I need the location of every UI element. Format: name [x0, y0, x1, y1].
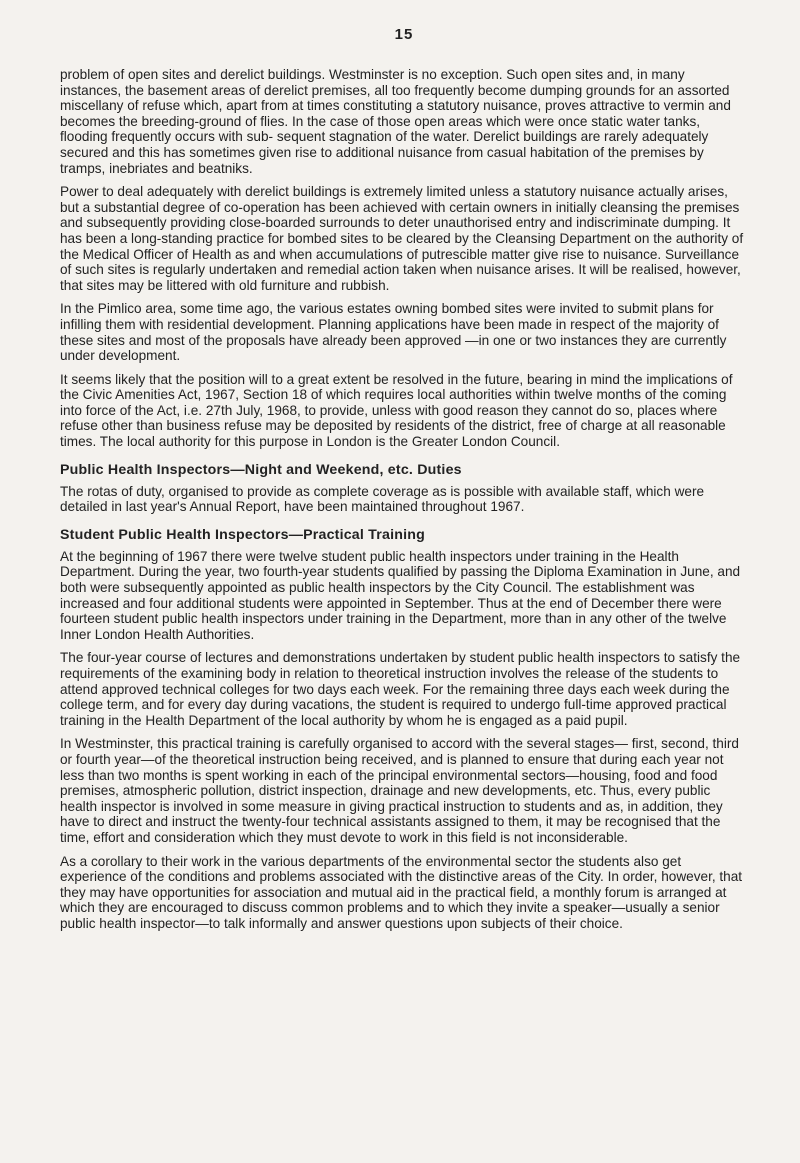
paragraph-derelict-buildings-power: Power to deal adequately with derelict buildings is extremely limited unless a statutory nuisance actually arises, but a substantial degree of co-operation has been achieved with certain owners in initially cleansing the premises and subsequently providing close-boarded surrounds to deter unauthorised entry and indiscriminate dumping. It has been a long-standing practice for bombed sites to be cleared by the Cleansing Department on the authority of the Medical Officer of Health as and when accumulations of putrescible matter give rise to nuisance. Surveillance of such sites is regularly undertaken and remedial action taken when nuisance arises. It will be realised, however, that sites may be littered with old furniture and rubbish. — [60, 184, 744, 293]
paragraph-four-year-course: The four-year course of lectures and demonstrations undertaken by student public health inspectors to satisfy the requirements of the examining body in relation to theoretical instruction involves the release of the students to attend approved technical colleges for two days each week. For the remaining three days each week during the college term, and for every day during vacations, the student is required to undergo full-time approved practical training in the Health Department of the local authority by whom he is engaged as a paid pupil. — [60, 650, 741, 728]
section-heading-night-duties: Public Health Inspectors—Night and Weekend, etc. Duties — [60, 461, 462, 478]
paragraph-rotas-of-duty: The rotas of duty, organised to provide as complete coverage as is possible with available staff, which were detailed in last year's Annual Report, have been maintained throughout 1967. — [60, 483, 705, 515]
paragraph-pimlico-area: In the Pimlico area, some time ago, the various estates owning bombed sites were invited to submit plans for infilling them with residential development. Planning applications have been made in respect of the majority of these sites and most of the proposals have already been approved —in one or two instances they are currently under development. — [60, 301, 727, 364]
page-number: 15 — [394, 26, 414, 43]
paragraph-practical-training: In Westminster, this practical training is carefully organised to accord with the several stages— first, second, third or fourth year—of the theoretical instruction being received, and is planned to ensure that during each year not less than two months is spent working in each of the principal environmental sectors—housing, food and food premises, atmospheric pollution, district inspection, drainage and new developments, etc. Thus, every public health inspector is involved in some measure in giving practical instruction to students and as, in addition, they have to direct and instruct the twenty-four technical assistants assigned to them, it may be recognised that the time, effort and consideration which they must devote to work in this field is not inconsiderable. — [60, 736, 739, 845]
paragraph-monthly-forum: As a corollary to their work in the various departments of the environmental sector the students also get experience of the conditions and problems associated with the distinctive areas of the City. In order, however, that they may have opportunities for association and mutual aid in the practical field, a monthly forum is arranged at which they are encouraged to discuss common problems and to which they invite a speaker—usually a senior public health inspector—to talk informally and answer questions upon subjects of their choice. — [60, 853, 743, 931]
section-heading-student-training: Student Public Health Inspectors—Practical Training — [60, 526, 425, 543]
paragraph-civic-amenities-act: It seems likely that the position will to a great extent be resolved in the future, bearing in mind the implications of the Civic Amenities Act, 1967, Section 18 of which requires local authorities within twelve months of the coming into force of the Act, i.e. 27th July, 1968, to provide, unless with good reason they cannot do so, places where refuse other than business refuse may be deposited by residents of the district, free of charge at all reasonable times. The local authority for this purpose in London is the Greater London Council. — [60, 371, 733, 450]
paragraph-student-numbers: At the beginning of 1967 there were twelve student public health inspectors under training in the Health Department. During the year, two fourth-year students qualified by passing the Diploma Examination in June, and both were subsequently appointed as public health inspectors by the City Council. The establishment was increased and four additional students were appointed in September. Thus at the end of December there were fourteen student public health inspectors under training in the Department, more than in any other of the twelve Inner London Health Authorities. — [60, 548, 741, 642]
paragraph-open-sites: problem of open sites and derelict buildings. Westminster is no exception. Such open sites and, in many instances, the basement areas of derelict premises, all too frequently become dumping grounds for an assorted miscellany of refuse which, apart from at times constituting a statutory nuisance, proves attractive to vermin and becomes the breeding-ground of flies. In the case of those open areas which were once static water tanks, flooding frequently occurs with sub- sequent stagnation of the water. Derelict buildings are rarely adequately secured and this has sometimes given rise to additional nuisance from casual habitation of the premises by tramps, inebriates and beatniks. — [60, 67, 731, 176]
